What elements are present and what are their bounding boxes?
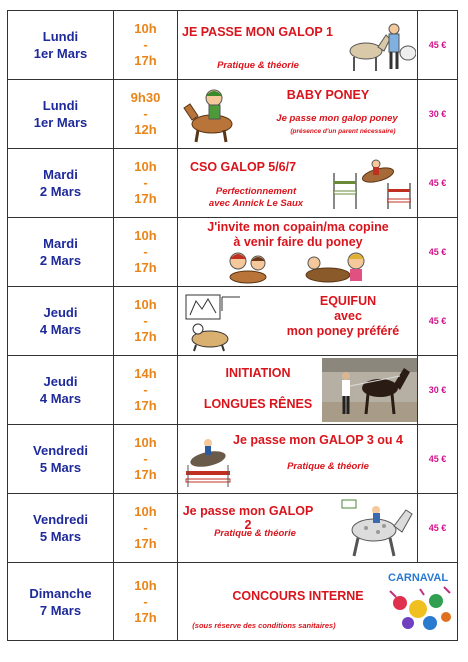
start-time: 10h bbox=[134, 159, 157, 174]
day-date: 5 Mars bbox=[39, 529, 82, 544]
activity-title: Je passe mon GALOP 3 ou 4 bbox=[233, 433, 403, 447]
price-cell bbox=[418, 494, 457, 562]
end-time: 17h bbox=[134, 609, 157, 625]
activity-note: (sous réserve des conditions sanitaires) bbox=[192, 621, 336, 630]
start-time: 9h30 bbox=[130, 90, 161, 105]
price-cell bbox=[418, 356, 457, 424]
time-dash: - bbox=[143, 106, 148, 121]
table-row bbox=[7, 79, 458, 148]
day-date: 4 Mars bbox=[39, 322, 82, 337]
activity-cell bbox=[178, 563, 459, 640]
day-date: 2 Mars bbox=[39, 184, 82, 199]
time-cell bbox=[114, 287, 178, 355]
activity-title-line-2: LONGUES RÊNES bbox=[203, 397, 313, 411]
table-row bbox=[7, 562, 458, 641]
day-date: 5 Mars bbox=[39, 460, 82, 475]
price-cell bbox=[418, 80, 457, 148]
day-name: Mardi bbox=[43, 236, 78, 251]
schedule-table bbox=[7, 10, 458, 641]
activity-subtitle: Pratique & théorie bbox=[214, 528, 296, 539]
time-cell bbox=[114, 494, 178, 562]
day-name: Jeudi bbox=[43, 305, 78, 320]
day-cell bbox=[8, 494, 114, 562]
start-time: 14h bbox=[134, 366, 157, 381]
day-cell bbox=[8, 80, 114, 148]
end-time: 17h bbox=[134, 398, 157, 413]
day-name: Lundi bbox=[42, 98, 79, 113]
start-time: 10h bbox=[134, 21, 157, 36]
day-name: Jeudi bbox=[43, 374, 78, 389]
day-date: 4 Mars bbox=[39, 391, 82, 406]
day-cell bbox=[8, 218, 114, 286]
friends-ponies-icon bbox=[224, 249, 374, 285]
day-cell bbox=[8, 11, 114, 79]
activity-title: Je passe mon GALOP 2 bbox=[182, 504, 314, 532]
day-cell bbox=[8, 563, 114, 640]
price: 45 € bbox=[428, 454, 447, 464]
activity-cell bbox=[178, 356, 418, 424]
activity-cell bbox=[178, 149, 418, 217]
activity-title-line-1: INITIATION bbox=[225, 366, 291, 380]
table-row bbox=[7, 148, 458, 217]
day-cell bbox=[8, 356, 114, 424]
day-date: 2 Mars bbox=[39, 253, 82, 268]
price: 30 € bbox=[428, 109, 447, 119]
start-time: 10h bbox=[134, 435, 157, 450]
equifun-sketch-icon bbox=[182, 291, 244, 353]
time-cell bbox=[114, 425, 178, 493]
price: 30 € bbox=[428, 385, 447, 395]
activity-cell bbox=[178, 425, 418, 493]
end-time: 17h bbox=[134, 329, 157, 344]
table-row bbox=[7, 355, 458, 424]
end-time: 17h bbox=[134, 53, 157, 68]
day-name: Vendredi bbox=[33, 512, 88, 527]
price-cell bbox=[418, 11, 457, 79]
time-dash: - bbox=[143, 451, 148, 466]
day-name: Vendredi bbox=[33, 443, 88, 458]
activity-title: JE PASSE MON GALOP 1 bbox=[182, 25, 333, 39]
price: 45 € bbox=[428, 40, 447, 50]
activity-cell bbox=[178, 287, 418, 355]
activity-title-line-2: à venir faire du poney bbox=[233, 235, 363, 249]
day-date: 1er Mars bbox=[33, 115, 88, 130]
time-cell bbox=[114, 563, 178, 640]
activity-title-line-1: EQUIFUN bbox=[319, 294, 377, 308]
activity-subtitle: Pratique & théorie bbox=[217, 60, 299, 71]
table-row bbox=[7, 286, 458, 355]
end-time: 17h bbox=[134, 467, 157, 482]
long-reins-photo bbox=[322, 358, 417, 422]
activity-title: BABY PONEY bbox=[286, 88, 370, 102]
day-name: Dimanche bbox=[29, 585, 92, 601]
day-date: 1er Mars bbox=[33, 46, 88, 61]
price-cell bbox=[418, 149, 457, 217]
carnaval-logo-text: CARNAVAL bbox=[388, 572, 449, 584]
end-time: 17h bbox=[134, 191, 157, 206]
horses-and-kids-icon bbox=[346, 17, 416, 73]
show-jumping-icon bbox=[330, 159, 414, 211]
activity-title: CSO GALOP 5/6/7 bbox=[190, 160, 297, 174]
time-dash: - bbox=[143, 520, 148, 535]
end-time: 12h bbox=[134, 122, 157, 137]
table-row bbox=[7, 217, 458, 286]
time-cell bbox=[114, 356, 178, 424]
day-name: Lundi bbox=[42, 29, 79, 44]
child-on-pony-icon bbox=[182, 86, 244, 144]
price-cell bbox=[418, 287, 457, 355]
activity-title: CONCOURS INTERNE bbox=[232, 589, 364, 603]
day-cell bbox=[8, 425, 114, 493]
table-row bbox=[7, 493, 458, 562]
time-cell bbox=[114, 80, 178, 148]
day-date: 7 Mars bbox=[39, 602, 82, 618]
activity-note: (présence d'un parent nécessaire) bbox=[290, 128, 396, 135]
price: 45 € bbox=[428, 247, 447, 257]
activity-cell bbox=[178, 80, 418, 148]
activity-subtitle: Pratique & théorie bbox=[287, 461, 369, 472]
activity-cell bbox=[178, 11, 418, 79]
time-dash: - bbox=[143, 593, 148, 609]
activity-title-line-1: J'invite mon copain/ma copine bbox=[207, 220, 389, 234]
activity-cell bbox=[178, 218, 418, 286]
time-dash: - bbox=[143, 175, 148, 190]
start-time: 10h bbox=[134, 228, 157, 243]
price: 45 € bbox=[428, 178, 447, 188]
start-time: 10h bbox=[134, 297, 157, 312]
activity-subtitle-2: avec Annick Le Saux bbox=[208, 198, 304, 209]
price: 45 € bbox=[428, 523, 447, 533]
activity-subtitle-1: Perfectionnement bbox=[215, 186, 297, 197]
activity-title-line-3: mon poney préféré bbox=[286, 324, 400, 338]
end-time: 17h bbox=[134, 536, 157, 551]
table-row bbox=[7, 424, 458, 493]
day-cell bbox=[8, 149, 114, 217]
time-dash: - bbox=[143, 382, 148, 397]
activity-cell bbox=[178, 494, 418, 562]
time-cell bbox=[114, 149, 178, 217]
table-row bbox=[7, 10, 458, 79]
start-time: 10h bbox=[134, 577, 157, 593]
price-cell bbox=[418, 218, 457, 286]
time-dash: - bbox=[143, 37, 148, 52]
end-time: 17h bbox=[134, 260, 157, 275]
time-dash: - bbox=[143, 313, 148, 328]
day-cell bbox=[8, 287, 114, 355]
activity-title-line-2: avec bbox=[334, 309, 362, 323]
start-time: 10h bbox=[134, 504, 157, 519]
activity-subtitle: Je passe mon galop poney bbox=[276, 113, 398, 124]
day-name: Mardi bbox=[43, 167, 78, 182]
time-cell bbox=[114, 218, 178, 286]
dappled-horse-icon bbox=[338, 498, 416, 560]
time-cell bbox=[114, 11, 178, 79]
price-cell bbox=[418, 425, 457, 493]
time-dash: - bbox=[143, 244, 148, 259]
carnaval-logo-icon bbox=[386, 567, 456, 637]
price: 45 € bbox=[428, 316, 447, 326]
